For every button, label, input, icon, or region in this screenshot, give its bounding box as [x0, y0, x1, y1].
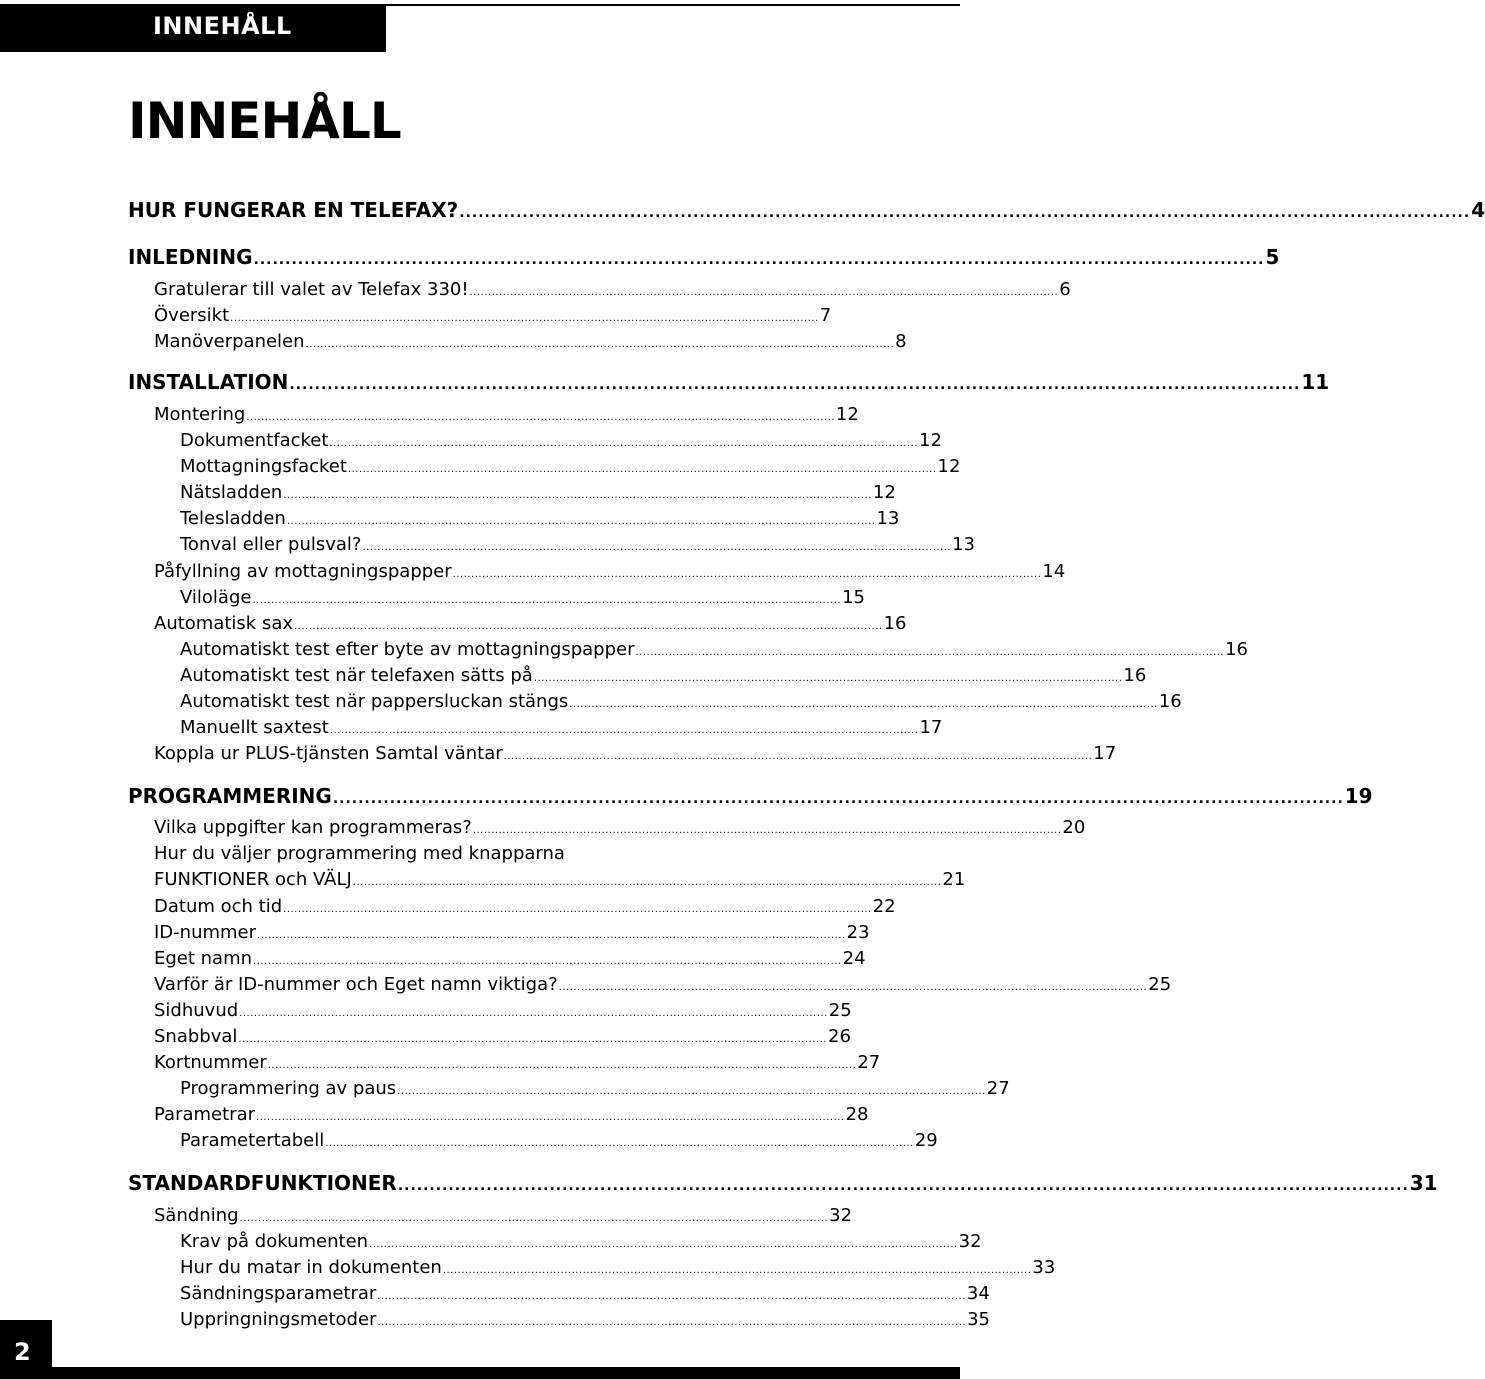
toc-entry-title: Sändningsparametrar: [180, 1283, 377, 1304]
toc-dot-leader: ................................................................................................................................................................: [503, 751, 1093, 762]
toc-entry-page: 13: [952, 534, 975, 555]
toc-entry-page: 17: [1093, 743, 1117, 764]
header-bar: [0, 4, 386, 52]
toc-entry[interactable]: [180, 1078, 1010, 1099]
toc-entry-title: Koppla ur PLUS-tjänsten Samtal väntar: [154, 743, 503, 764]
toc-dot-leader: ................................................................................................................................................................: [452, 569, 1042, 580]
toc-dot-leader: ................................................................................................................................................................: [246, 412, 835, 423]
toc-entry-page: 12: [937, 456, 961, 477]
toc-entry-page: 16: [1123, 665, 1147, 686]
toc-entry-page: 11: [1301, 370, 1330, 394]
toc-entry[interactable]: [154, 869, 966, 890]
toc-entry-title: Varför är ID-nummer och Eget namn viktiga?: [154, 974, 558, 995]
toc-dot-leader: ................................................................................................................................................................: [329, 438, 918, 449]
toc-chapter[interactable]: [128, 1171, 1438, 1195]
footer-rule: [52, 1367, 960, 1379]
toc-entry-title: Automatiskt test när telefaxen sätts på: [180, 665, 533, 686]
toc-entry[interactable]: [180, 639, 1248, 660]
toc-dot-leader: ................................................................................................................................................................: [238, 1034, 827, 1045]
toc-entry-page: 24: [842, 948, 866, 969]
toc-dot-leader: ................................................................................................................................................................: [397, 1178, 1409, 1194]
toc-entry-title: Gratulerar till valet av Telefax 330!: [154, 279, 469, 300]
toc-entry-page: 26: [828, 1026, 851, 1047]
toc-entry-title: Tonval eller pulsval?: [180, 534, 362, 555]
toc-entry-page: 21: [942, 869, 966, 890]
toc-dot-leader: ................................................................................................................................................................: [377, 1317, 967, 1328]
toc-entry[interactable]: [180, 482, 896, 503]
toc-entry-title: Kortnummer: [154, 1052, 267, 1073]
toc-entry-title: Vilka uppgifter kan programmeras?: [154, 817, 472, 838]
toc-dot-leader: ................................................................................................................................................................: [325, 1138, 914, 1149]
toc-dot-leader: ................................................................................................................................................................: [329, 725, 919, 736]
toc-entry-page: 7: [819, 305, 832, 326]
toc-entry[interactable]: [180, 1309, 990, 1330]
toc-entry-title: Dokumentfacket: [180, 430, 329, 451]
page-title: INNEHÅLL: [128, 92, 401, 150]
toc-entry-page: 13: [876, 508, 900, 529]
toc-entry-page: 12: [872, 482, 896, 503]
toc-entry-title: Snabbval: [154, 1026, 238, 1047]
toc-dot-leader: ................................................................................................................................................................: [253, 252, 1265, 268]
toc-entry-title: HUR FUNGERAR EN TELEFAX?: [128, 198, 459, 222]
toc-dot-leader: ................................................................................................................................................................: [472, 825, 1062, 836]
toc-chapter[interactable]: [128, 198, 1485, 222]
toc-dot-leader: ................................................................................................................................................................: [377, 1291, 966, 1302]
toc-entry-page: 28: [845, 1104, 869, 1125]
toc-entry-title: Nätsladden: [180, 482, 283, 503]
toc-entry[interactable]: [180, 717, 943, 738]
header-section-label: INNEHÅLL: [153, 12, 292, 40]
toc-entry[interactable]: [154, 305, 832, 326]
toc-dot-leader: ................................................................................................................................................................: [459, 205, 1471, 221]
toc-entry[interactable]: [154, 974, 1172, 995]
toc-dot-leader: ................................................................................................................................................................: [397, 1086, 986, 1097]
toc-entry-page: 17: [919, 717, 943, 738]
toc-entry-page: 25: [828, 1000, 852, 1021]
toc-entry-title: FUNKTIONER och VÄLJ: [154, 869, 352, 890]
toc-entry-title: Krav på dokumenten: [180, 1231, 369, 1252]
toc-entry-page: 14: [1042, 561, 1066, 582]
toc-dot-leader: ................................................................................................................................................................: [369, 1239, 958, 1250]
toc-entry-title: STANDARDFUNKTIONER: [128, 1171, 397, 1195]
toc-entry[interactable]: [180, 430, 942, 451]
toc-entry-page: 19: [1344, 784, 1373, 808]
toc-dot-leader: ................................................................................................................................................................: [469, 287, 1059, 298]
toc-dot-leader: ................................................................................................................................................................: [252, 595, 842, 606]
toc-entry-title: Telesladden: [180, 508, 286, 529]
toc-entry-page: 33: [1032, 1257, 1056, 1278]
toc-entry[interactable]: [154, 948, 866, 969]
toc-dot-leader: ................................................................................................................................................................: [289, 377, 1301, 393]
toc-dot-leader: ................................................................................................................................................................: [239, 1213, 829, 1224]
toc-dot-leader: ................................................................................................................................................................: [558, 982, 1148, 993]
toc-dot-leader: ................................................................................................................................................................: [294, 621, 883, 632]
toc-entry-title: Automatiskt test när pappersluckan stängs: [180, 691, 569, 712]
toc-entry[interactable]: [154, 817, 1086, 838]
toc-entry-title: Eget namn: [154, 948, 253, 969]
toc-entry-title: Montering: [154, 404, 246, 425]
toc-dot-leader: ................................................................................................................................................................: [362, 542, 952, 553]
toc-entry[interactable]: [154, 922, 870, 943]
toc-dot-leader: ................................................................................................................................................................: [332, 791, 1344, 807]
toc-dot-leader: ................................................................................................................................................................: [253, 956, 842, 967]
toc-entry-title: Sändning: [154, 1205, 239, 1226]
toc-dot-leader: ................................................................................................................................................................: [257, 930, 846, 941]
toc-entry-page: 12: [919, 430, 942, 451]
toc-entry[interactable]: [180, 1231, 982, 1252]
header-rule: [386, 4, 960, 6]
toc-chapter[interactable]: [128, 245, 1280, 269]
toc-chapter[interactable]: [128, 370, 1330, 394]
toc-entry[interactable]: [180, 1257, 1056, 1278]
toc-entry-title: Sidhuvud: [154, 1000, 239, 1021]
toc-entry-title: Hur du matar in dokumenten: [180, 1257, 442, 1278]
toc-entry[interactable]: [180, 456, 961, 477]
toc-dot-leader: ................................................................................................................................................................: [635, 647, 1225, 658]
page-number: 2: [14, 1338, 31, 1366]
toc-entry-title: Översikt: [154, 305, 230, 326]
toc-entry[interactable]: [154, 279, 1071, 300]
toc-entry-title: Manuellt saxtest: [180, 717, 329, 738]
toc-entry-page: 5: [1265, 245, 1280, 269]
toc-dot-leader: ................................................................................................................................................................: [352, 877, 942, 888]
toc-entry[interactable]: [154, 613, 907, 634]
toc-dot-leader: ................................................................................................................................................................: [283, 490, 872, 501]
toc-entry-page: 15: [842, 587, 865, 608]
toc-entry-title: PROGRAMMERING: [128, 784, 332, 808]
toc-entry[interactable]: [154, 1104, 869, 1125]
toc-dot-leader: ................................................................................................................................................................: [286, 516, 876, 527]
toc-entry[interactable]: [180, 587, 865, 608]
toc-entry-title: Uppringningsmetoder: [180, 1309, 377, 1330]
toc-dot-leader: ................................................................................................................................................................: [267, 1060, 857, 1071]
toc-entry[interactable]: [154, 404, 859, 425]
toc-dot-leader: ................................................................................................................................................................: [569, 699, 1158, 710]
toc-entry-title: ID-nummer: [154, 922, 257, 943]
toc-entry-title: Viloläge: [180, 587, 252, 608]
toc-entry[interactable]: [180, 534, 975, 555]
toc-entry-page: 27: [986, 1078, 1010, 1099]
toc-entry-title: INLEDNING: [128, 245, 253, 269]
toc-entry-continued-text: Hur du väljer programmering med knapparna: [154, 843, 565, 864]
toc-entry-page: 16: [883, 613, 907, 634]
toc-entry-page: 34: [966, 1283, 990, 1304]
toc-entry-title: Manöverpanelen: [154, 331, 305, 352]
toc-entry-page: 20: [1062, 817, 1086, 838]
toc-entry[interactable]: [180, 1283, 990, 1304]
toc-entry[interactable]: [154, 1000, 852, 1021]
toc-entry-page: 31: [1409, 1171, 1438, 1195]
toc-entry-page: 35: [967, 1309, 990, 1330]
page-number-box: [0, 1320, 52, 1379]
toc-entry-page: 25: [1148, 974, 1172, 995]
toc-entry[interactable]: [180, 1130, 938, 1151]
toc-entry[interactable]: [180, 508, 900, 529]
toc-entry-title: Parametrar: [154, 1104, 256, 1125]
toc-entry[interactable]: [180, 665, 1147, 686]
toc-entry-title: Programmering av paus: [180, 1078, 397, 1099]
toc-entry[interactable]: [154, 1052, 881, 1073]
toc-dot-leader: ................................................................................................................................................................: [256, 1112, 845, 1123]
toc-dot-leader: ................................................................................................................................................................: [533, 673, 1123, 684]
toc-entry[interactable]: [154, 561, 1066, 582]
toc-entry[interactable]: [154, 331, 907, 352]
toc-entry-title: Påfyllning av mottagningspapper: [154, 561, 452, 582]
toc-entry-page: 29: [914, 1130, 938, 1151]
toc-dot-leader: ................................................................................................................................................................: [305, 339, 895, 350]
toc-entry[interactable]: [154, 1026, 851, 1047]
toc-entry-title: INSTALLATION: [128, 370, 289, 394]
toc-entry[interactable]: [154, 743, 1117, 764]
toc-entry-page: 32: [958, 1231, 982, 1252]
toc-entry[interactable]: [180, 691, 1182, 712]
toc-entry-page: 6: [1059, 279, 1071, 300]
toc-entry-page: 32: [829, 1205, 853, 1226]
toc-entry-page: 22: [872, 896, 896, 917]
toc-dot-leader: ................................................................................................................................................................: [347, 464, 937, 475]
toc-dot-leader: ................................................................................................................................................................: [442, 1265, 1032, 1276]
toc-entry-page: 16: [1158, 691, 1182, 712]
toc-entry-title: Parametertabell: [180, 1130, 325, 1151]
toc-entry-title: Mottagningsfacket: [180, 456, 347, 477]
toc-entry[interactable]: [154, 1205, 853, 1226]
toc-entry-page: 16: [1225, 639, 1248, 660]
toc-entry-page: 23: [846, 922, 870, 943]
toc-dot-leader: ................................................................................................................................................................: [239, 1008, 828, 1019]
toc-entry-title: Automatisk sax: [154, 613, 293, 634]
toc-entry-page: 4: [1471, 198, 1485, 222]
toc-chapter[interactable]: [128, 784, 1373, 808]
toc-entry-page: 27: [857, 1052, 881, 1073]
toc-dot-leader: ................................................................................................................................................................: [230, 313, 819, 324]
toc-entry-title: Datum och tid: [154, 896, 283, 917]
toc-entry-title: Automatiskt test efter byte av mottagningspapper: [180, 639, 635, 660]
toc-entry[interactable]: [154, 896, 896, 917]
toc-entry-page: 8: [895, 331, 907, 352]
toc-dot-leader: ................................................................................................................................................................: [283, 904, 872, 915]
toc-entry-page: 12: [835, 404, 859, 425]
